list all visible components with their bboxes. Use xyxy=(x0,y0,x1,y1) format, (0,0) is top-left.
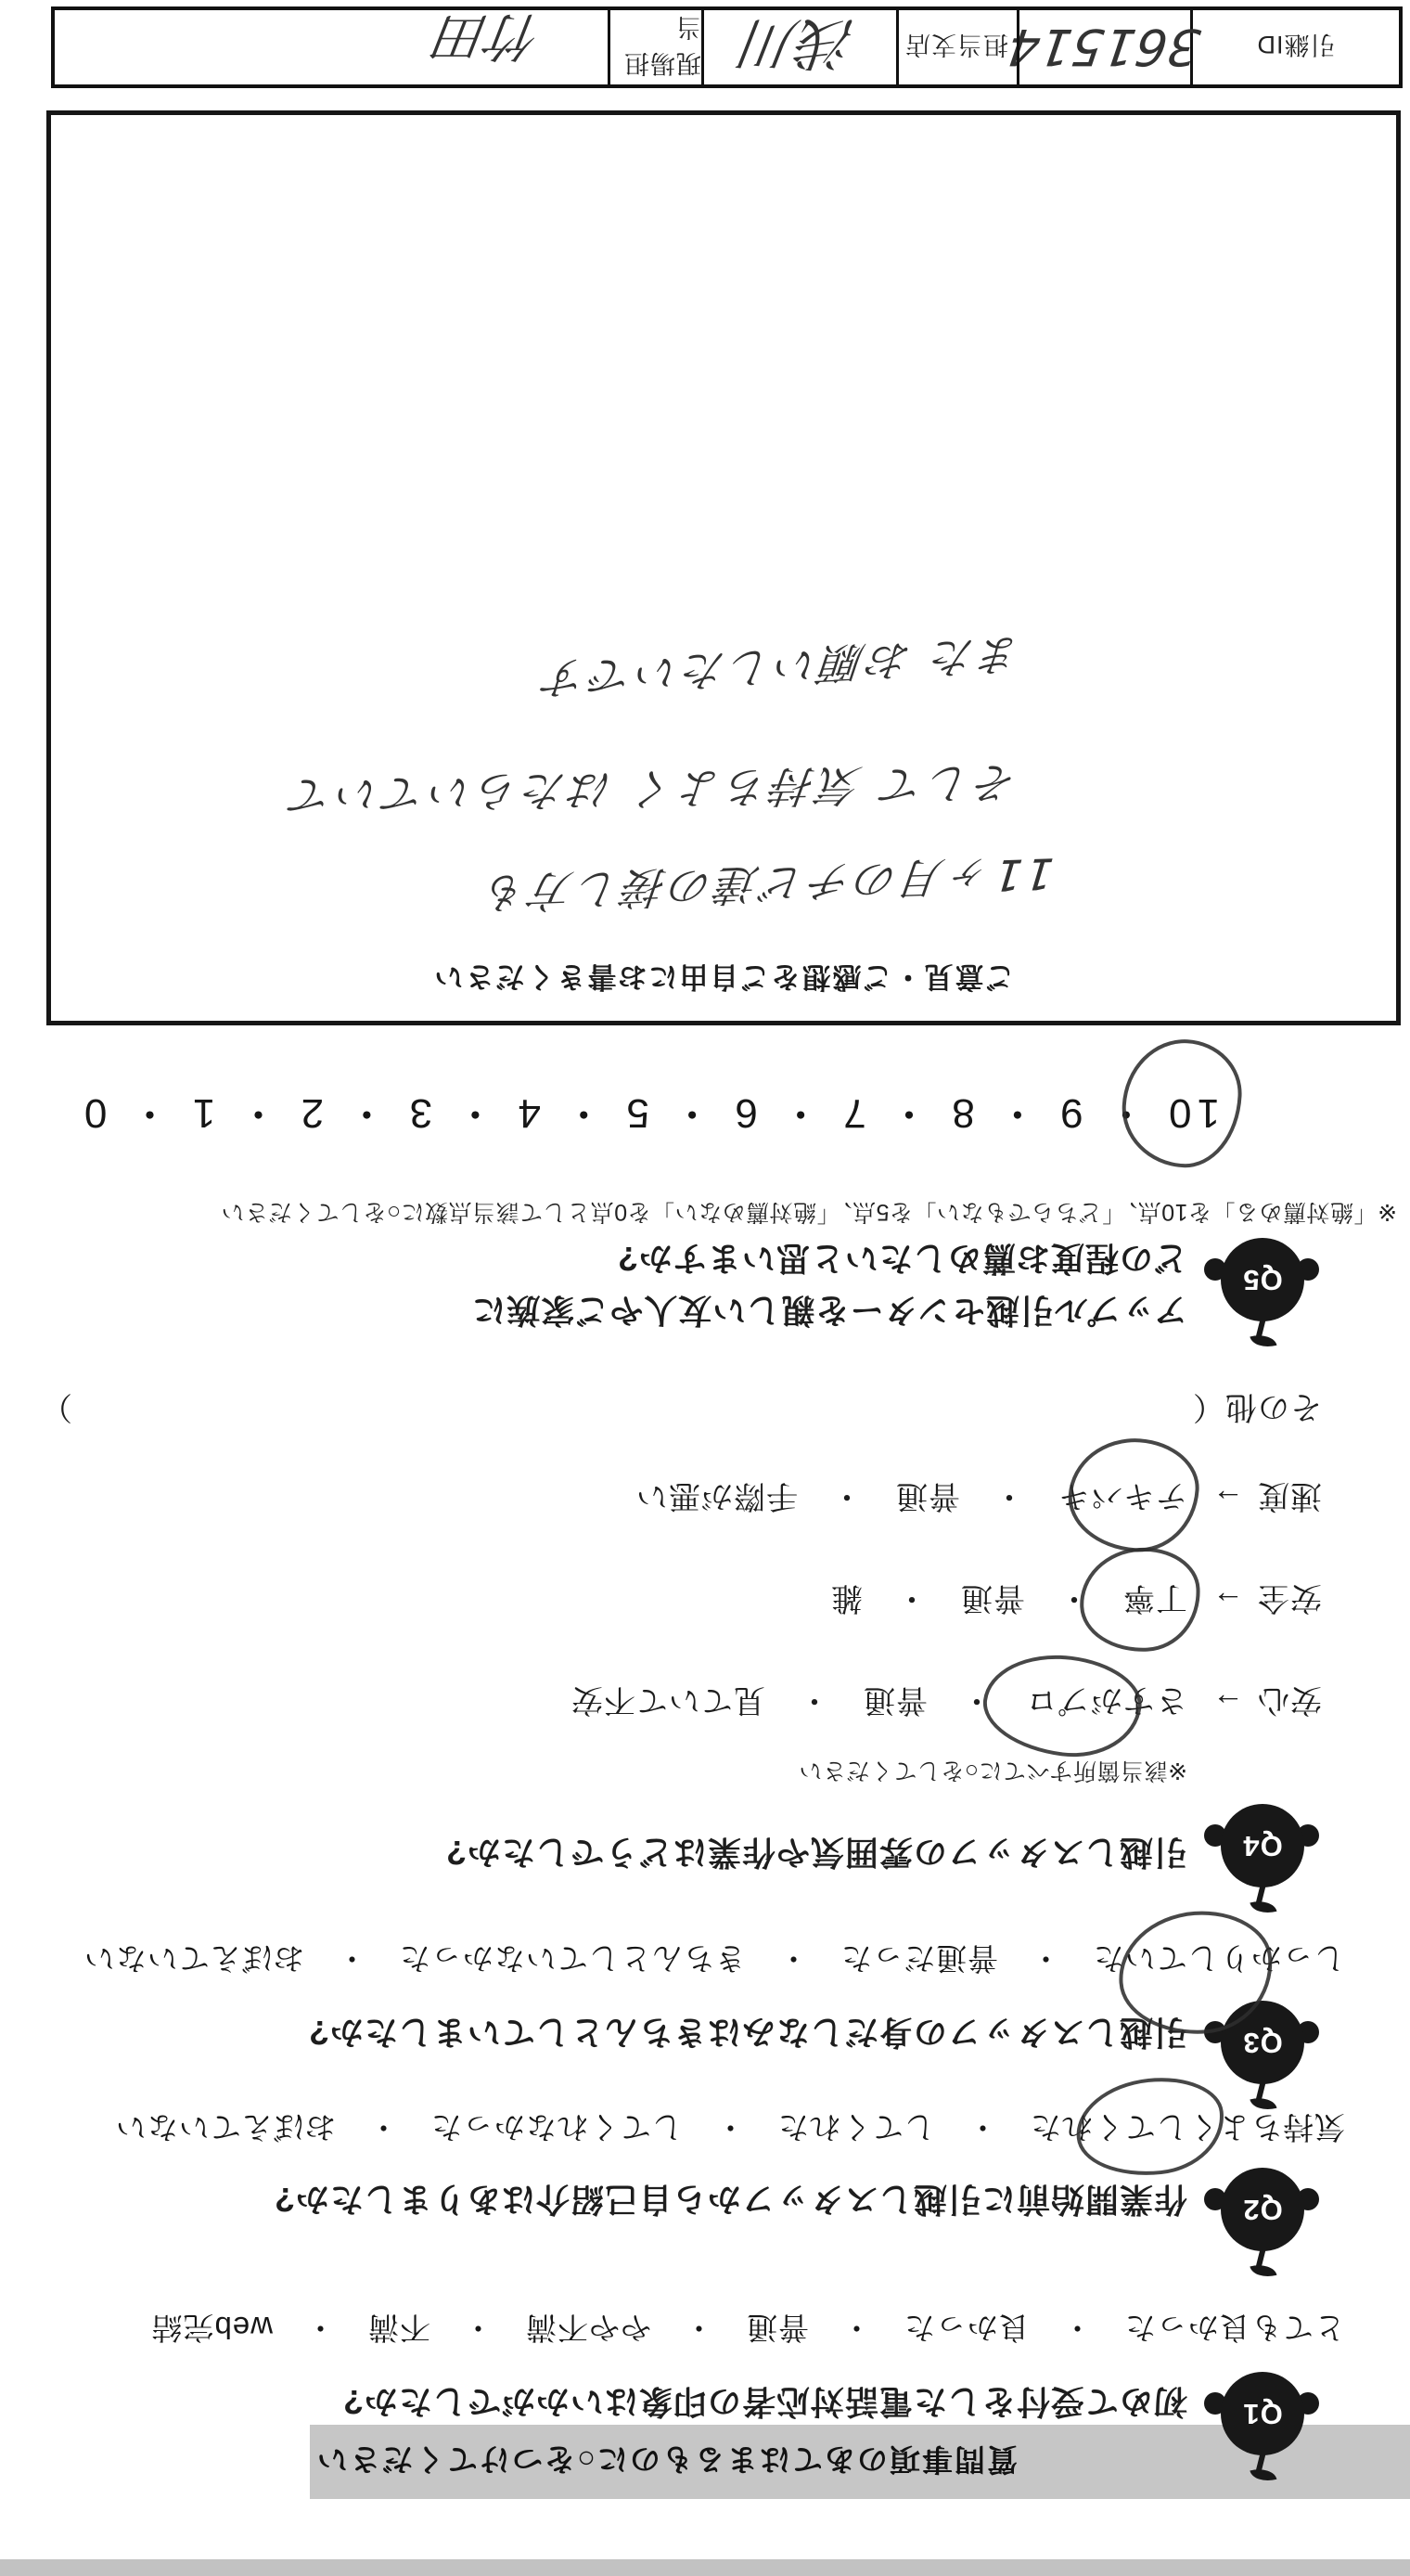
site-staff-label-cell xyxy=(608,10,704,84)
q4-row-options: 丁寧 ・ 普通 ・ 雑 xyxy=(830,1580,1187,1616)
q4-note: ※該当箇所すべてに○をしてください xyxy=(798,1758,1187,1784)
q4-row-label: 安全 xyxy=(1257,1580,1322,1616)
paren-close: ） xyxy=(40,1389,72,1424)
site-staff-label: 現場担当 xyxy=(623,13,701,77)
arrow-icon: → xyxy=(1211,1482,1244,1517)
handover-id-table xyxy=(51,6,1403,88)
q5-badge: Q5 xyxy=(1221,1238,1304,1321)
arrow-icon: → xyxy=(1211,1584,1244,1619)
q4-row-options: テキパキ ・ 普通 ・ 手際が悪い xyxy=(635,1478,1187,1513)
q4-badge: Q4 xyxy=(1221,1804,1304,1887)
q2-balloon-icon xyxy=(1206,2164,1317,2279)
handover-id-label: 引継ID xyxy=(1256,31,1336,59)
q4-row-anzen xyxy=(830,1578,1322,1624)
q5-balloon-icon xyxy=(1206,1234,1317,1349)
q4-other-label: その他 xyxy=(1224,1389,1322,1424)
q4-row-label: 安心 xyxy=(1257,1682,1322,1718)
q4-question-text: 引越しスタッフの雰囲気や作業はどうでしたか? xyxy=(445,1834,1187,1872)
handwritten-comment-line1: 11ヶ月のチビ達の接し方も xyxy=(479,848,1056,919)
scan-edge-artifact xyxy=(0,2559,1410,2576)
q2-options: 気持ちよくしてくれた ・ してくれた ・ してくれなかった ・ おぼえていない xyxy=(115,2110,1345,2145)
handover-id-label-cell xyxy=(1193,10,1399,84)
handwritten-circle-q4-anzen xyxy=(1077,1545,1203,1655)
q3-options: しっかりしていた ・ 普通だった ・ きちんとしていなかった ・ おぼえていない xyxy=(83,1941,1345,1976)
q3-badge: Q3 xyxy=(1221,2001,1304,2084)
handwritten-handover-id: 361514 xyxy=(1003,18,1203,77)
q1-badge: Q1 xyxy=(1221,2372,1304,2455)
q2-question-text: 作業開始前に引越しスタッフから自己紹介はありましたか? xyxy=(274,2181,1187,2219)
q4-row-anshin xyxy=(570,1681,1322,1726)
handwritten-comment-line3: また お願いしたいです xyxy=(538,628,1024,704)
handwritten-circle-q4-sokudo xyxy=(1065,1434,1202,1555)
site-staff-value-cell xyxy=(59,6,610,84)
paren-open: （ xyxy=(1192,1389,1224,1424)
q2-badge: Q2 xyxy=(1221,2168,1304,2251)
q5-note: ※「絶対薦める」を10点、「どちらでもない」を5点、「絶対薦めない」を0点として該当点数に○をしてください xyxy=(221,1199,1397,1225)
comment-box xyxy=(46,110,1401,1025)
q4-row-label: 速度 xyxy=(1257,1478,1322,1513)
handwritten-circle-scale-10 xyxy=(1119,1037,1244,1171)
q1-options: とても良かった ・ 良かった ・ 普通 ・ やや不満 ・ 不満 ・ web完結 xyxy=(150,2311,1345,2345)
handwritten-comment-line2: そして 気持ちよく はたらいていて xyxy=(284,757,1021,820)
handwritten-staff-name: 竹田 xyxy=(433,6,546,66)
q4-row-options: さすがプロ ・ 普通 ・ 見ていて不安 xyxy=(570,1682,1187,1718)
comment-box-label: ご意見・ご感想をご自由にお書きください xyxy=(432,960,1015,993)
q5-question-line1: アップル引越センターを親しい友人やご家族に xyxy=(471,1292,1187,1330)
q4-row-sokudo xyxy=(635,1476,1322,1522)
branch-label-cell xyxy=(896,10,1019,84)
q4-row-other xyxy=(40,1387,1322,1433)
handover-id-value-cell xyxy=(1003,10,1203,84)
handwritten-circle-q4-anshin xyxy=(978,1646,1147,1765)
form-title: 質問事項のあてはまるものに○をつけてください xyxy=(315,2442,1018,2478)
q5-question-line2: どの程度お薦めしたいと思いますか? xyxy=(617,1240,1187,1278)
branch-label: 担当支店 xyxy=(904,31,1008,59)
q1-balloon-icon xyxy=(1206,2368,1317,2483)
arrow-icon: → xyxy=(1211,1686,1244,1721)
q3-question-text: 引越しスタッフの身だしなみはきちんとしていましたか? xyxy=(308,2014,1187,2052)
q1-question-text: 初めて受付をした電話対応者の印象はいかがでしたか? xyxy=(342,2383,1187,2421)
recommend-scale: 10 ・ 9 ・ 8 ・ 7 ・ 6 ・ 5 ・ 4 ・ 3 ・ 2 ・ 1 ・ 0 xyxy=(78,1090,1220,1136)
handwritten-branch-name: 浅川 xyxy=(738,10,860,75)
branch-value-cell xyxy=(701,10,899,84)
q4-balloon-icon xyxy=(1206,1800,1317,1915)
